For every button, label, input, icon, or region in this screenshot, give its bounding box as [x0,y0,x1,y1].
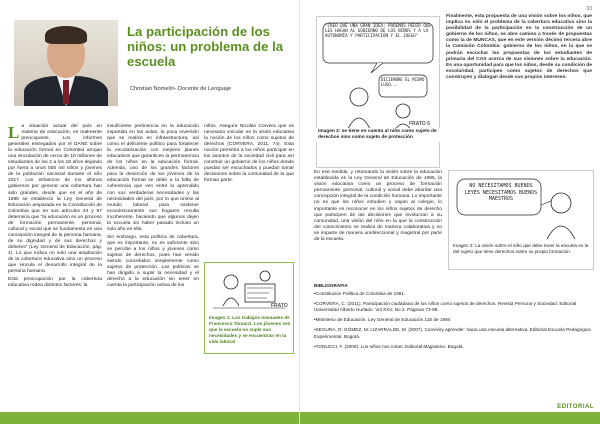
bibliography-entry: •Constitución Política de Colombia de 1991. [314,291,406,297]
bibliography-heading: BIBLIOGRAFIA [314,283,348,288]
bibliography-entry: •SEGURA, D; GÓMEZ, M; LIZARRALDE, M. (2007). Conviviry aprender: hacia una escuela alternativa. Editorial Escuela Pedagógica Experimental. Bogotá. [314,327,591,339]
figure-3 [448,170,594,270]
speech-bubble-text: "CREO QUE UNA GRAN IDEA: PODEMOS PEDIR QUE LES HAGAN AL GOBIERNO DE LOS NIÑOS Y A LA AUTONOMÍA Y PARTICIPACIÓN Y EL JUEGO" [325,23,431,39]
article-title: La participación de los niños: un problema de la escuela [127,24,284,69]
cartoon-signature: FRATO 5 [409,121,430,127]
author-byline: Christian Nomelín- Docente de Lenguaje [130,86,232,92]
column-1 [8,124,102,291]
column-2 [107,124,199,291]
right-page [300,0,600,424]
bibliography-entry: •Ministerio de Educación. Ley General de Educación 115 de 1994 [314,317,451,323]
bibliography-entry: •CORVERA, C. (2011). Participación ciudadana de los niños como sujetos de derechos. Revista Persona y Sociedad. Editorial Universidad Alberto Hurtado. Vol XXV, No 2. Páginas 73-99. [314,301,577,313]
footer-bar [300,412,600,424]
paragraph: a situación actual del país en materia de educación, es realmente preocupante. Los informes generales entregados por el DANE sobre la educación formal en Colombia arrojan una vinculación de cerca de 10 millones de estudiantes de los 2 a los 18 años dejando por fuera a unos 500 mil niños y jóvenes de la población nacional durante el año 2017. Los esfuerzos de los últimos gobiernos por generar una cobertura han sido grandes, desde que en el año de 1995 se estableció la Ley General de Educación amparada en la Constitución de Colombia que en sus artículos 44 y 67 determina que "la educación es un proceso de formación permanente, personal, cultural y social que se fundamenta en una concepción integral de la persona humana, de su dignidad y de sus derechos y deberes" (Ley General de Educación, pág. 1). Lo que indica no solo una ampliación de la cobertura educativa sino un proceso que vincula el desarrollo integral de la persona humana. [8,124,102,275]
author-photo [14,20,118,106]
speech-bubble-text: NO NECESITAMOS BUENOS LEYES NECESITAMOS BUENOS MAESTROS [464,183,538,202]
figure-1-caption: Imagen 1: Los trabajos manuales de Francesco Tonucci. Los jóvenes ven que la escuela no suple sus necesidades y se encuentran en la vida laboral [209,315,291,344]
figure-2-caption: Imagen 2: se tiene en cuenta al niño como sujeto de derechos sino como sujeto de protección [316,128,440,142]
figure-3-caption: Imagen 3: La visión sobre el niño que debe tener la escuela es la del sujeto que tiene derechos sobre su propia formación. [453,243,589,254]
section-footer-label: EDITORIAL [557,404,594,410]
cartoon-signature: FRATO [271,303,288,309]
paragraph: Sin embargo, esta política de cobertura, que es importante, no es suficiente sino se percibe a los niños y jóvenes como sujetos de derechos, pues han venido siendo concebidos simplemente como sujetos de protección. Las políticas se han dirigido a suplir la necesidad y el derecho a la educación sin tener en cuenta la participación activa de los [107,234,199,289]
paragraph: Esta preocupación por la cobertura educativa rodea distintos factores: la [8,277,102,289]
page-number: 03 [586,6,592,12]
body-paragraph: En ese medida, y retomando la visión sobre la educación establecida en la Ley General de Educación de 1995, la visión educativa como un proceso de formación permanente, personal, cultural y social debe abordar una concepción integral de la condición humana. Lo importante no es que los niños estudien y vayan al colegio, lo importante es reconocer en los niños sujetos de derecho que participen de las decisiones que involucran a su comunidad, una visión del niño en la que la construcción del conocimiento se realiza de manera colaborativa y no se imparte de manera unidireccional y magistral por parte de la escuela. [314,170,442,243]
column-3 [204,124,294,186]
footer-bar [0,412,300,424]
drop-cap: L [8,123,20,142]
bibliography-entry: •TONUCCI, F. (2009). Los niños nos miran. Editorial Magisterio. Bogotá. [314,343,464,349]
intro-paragraph: Finalmente, esta propuesta de una visión sobre los niños, que implica no sólo el problema de la cobertura educativa sino la posibilidad de la participación en la construcción de un gobierno de los niños, se abre camino a través de propuestas como la de MUNCAS, que en este versión décimo tercera abre la Comisión Colombia: gobierno de los niños, en la que se podrán escuchar las propuestas de los estudiantes de primaria del CAS acerca de sus visiones sobre la educación. Es una oportunidad para que los niños, desde su condición de escolaridad, participen como sujetos de derechos que construyen y dialogan desde sus propios intereses. [446,14,592,80]
figure-1 [204,262,294,354]
figure-2 [316,16,440,168]
bibliography [314,283,592,354]
paragraph: insuficiente pertinencia en la educación impartida en las aulas, la poca inversión que se realiza en infraestructura, así como el deficiente político para fortalecer la escolarización con mejores planes educativos que garanticen la permanencia de los niños en la educación formal. Además, uno de los grandes factores para la deserción de los jóvenes de la educación formal se debe a la falta de coherencia que ven entre lo aprendido con sus verdaderas necesidades y las necesidades del país, por lo que unirse al mundo laboral para sostener económicamente sus hogares resulta incoherente, haciendo que algunos dejen la escuela sin haber pasado incluso un solo año en ella. [107,124,199,232]
paragraph: niños. Asegura Nicolás Corvera que es necesario vincular en la visión educativa la noción de los niños como sujetos de derechos (CORVERA, 2011, 74). Esta noción permitirá a los niños participar en los asuntos de la sociedad civil para así construir un gobierno de los niños donde puedan ser escuchados y puedan tomar decisiones sobre la comunidad de la que forman parte. [204,124,294,184]
speech-bubble-reply: DICIEMBRE EL MISMO LUGO... [381,77,425,87]
